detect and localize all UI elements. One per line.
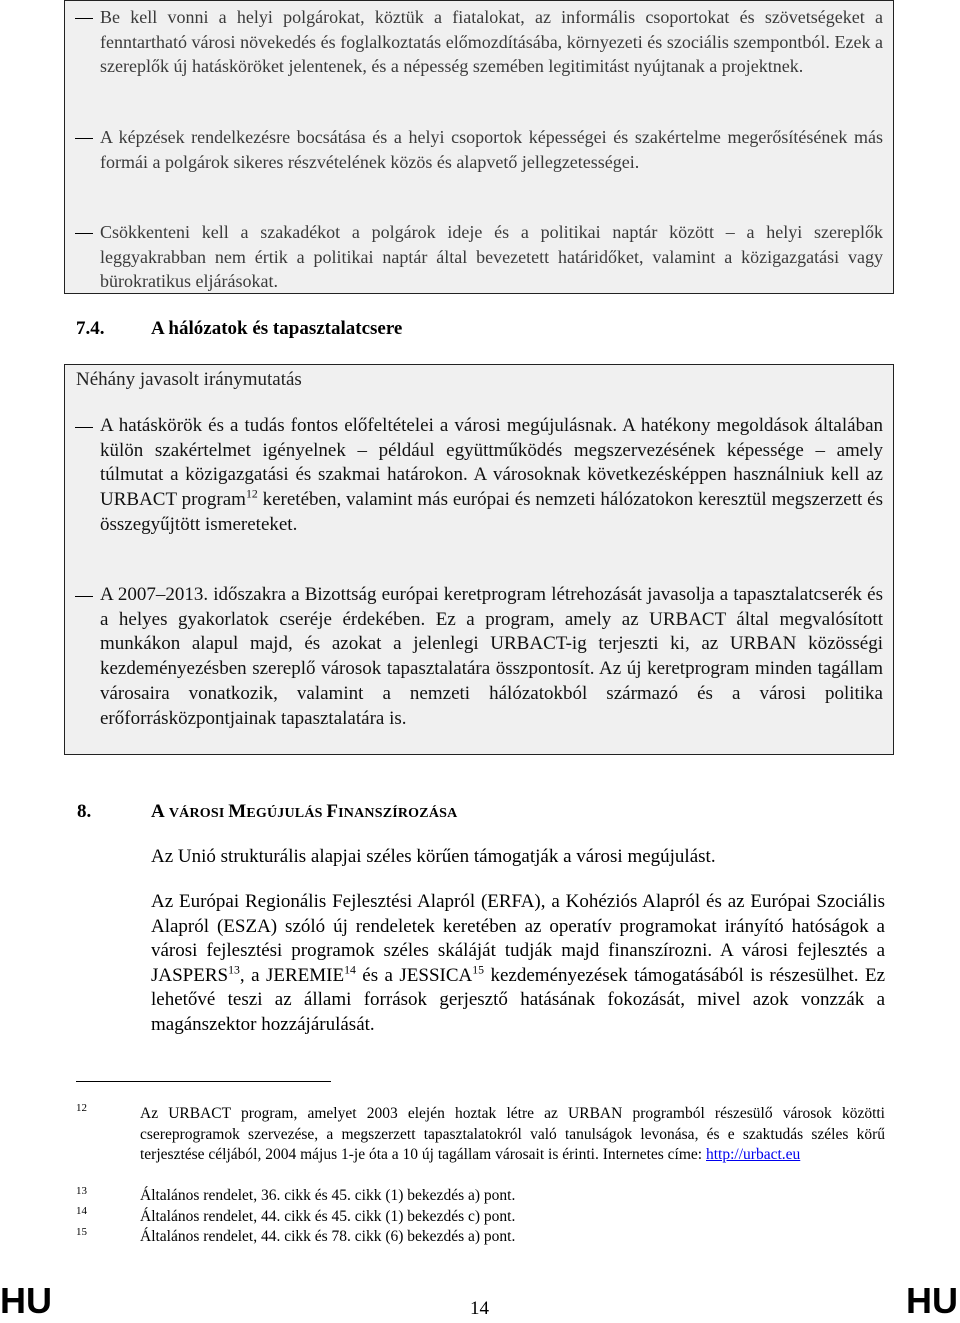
list-item-text: Be kell vonni a helyi polgárokat, köztük a fiatalokat, az informális csoportokat és szövetségeket a fenntartható városi növekedés és foglalkoztatás előmozdításába, környezeti és szociális szempontból. Ezek a szereplők új hatásköröket jelentenek, és a népesség szemében legitimitást nyújtanak a projektnek.: [100, 7, 883, 76]
list-item-text: A 2007–2013. időszakra a Bizottság európai keretprogram létrehozását javasolja a tapasztalatcserék és a helyes gyakorlatok cseréje érdekében. Ez a program, amely az URBACT által megvalósított munkákon alapul majd, és azokat a jelenlegi URBACT-ig terjeszti ki, az URBAN közösségi kezdeményezésben szereplő városok tapasztalatára összpontosít. Az új keretprogram minden tagállam városaira vonatkozik, valamint a nemzeti hálózatokból származó és a városi politika erőforrásközpontjainak tapasztalatára is.: [100, 584, 883, 729]
guideline-box-citizen-participation: [64, 0, 894, 294]
footnote-ref: 12: [245, 487, 258, 501]
section-number: 7.4.: [76, 318, 105, 339]
footnote-number: 14: [76, 1205, 87, 1217]
list-item: [75, 5, 883, 79]
footnote-ref: 13: [228, 963, 240, 977]
footnote-ref: 15: [472, 963, 485, 977]
footnote-separator: [76, 1081, 331, 1082]
language-code-left: HU: [0, 1280, 52, 1321]
section-number: 8.: [77, 801, 92, 822]
footnote-ref: 14: [344, 963, 356, 977]
section-title: A VÁROSI MEGÚJULÁS FINANSZÍROZÁSA: [151, 801, 458, 822]
list-item: [75, 125, 883, 174]
list-item-text: A hatáskörök és a tudás fontos előfeltételei a városi megújulásnak. A hatékony megoldások általában külön szakértelmet igényelnek – például együttműködés megszervezésének képessége – amely túlmutat a közigazgatási és szakmai határokon. A városoknak következésképpen használniuk kell az URBACT program$^{12}$ keretében, valamint más európai és nemzeti hálózatokon keresztül megszerzett és összegyűjtött ismereteket.: [100, 415, 883, 535]
list-item-text: Csökkenteni kell a szakadékot a polgárok ideje és a politikai naptár között – a helyi szereplők leggyakrabban nem értik a politikai naptár által bevezetett határidőket, valamint a közigazgatási vagy bürokratikus eljárásokat.: [100, 222, 883, 291]
language-code-right: HU: [906, 1280, 958, 1321]
body-paragraph: Az Európai Regionális Fejlesztési Alapról (ERFA), a Kohéziós Alapról és az Európai Szociális Alapról (ESZA) szóló új rendeletek keretében az operatív programokat irányító hatóságok a városi fejlesztési programok széles skáláját tudják majd finanszírozni. A városi fejlesztés a JASPERS$^{13}$, a JEREMIE$^{14}$ és a JESSICA$^{15}$ kezdeményezések támogatásából is részesülhet. Ez lehetővé teszi az állami források gerjesztő hatásának fokozását, mivel azok vonzzák a magánszektor hozzájárulását.: [151, 891, 886, 1035]
page-number: 14: [470, 1298, 489, 1319]
urbact-link[interactable]: http://urbact.eu: [706, 1146, 801, 1164]
list-item: [75, 583, 883, 731]
footnote-number: 12: [76, 1102, 87, 1114]
list-item: [75, 414, 883, 538]
dash-bullet: [75, 427, 93, 428]
guideline-box-networks: [64, 364, 894, 755]
section-title: A hálózatok és tapasztalatcsere: [151, 318, 403, 339]
dash-bullet: [75, 233, 93, 234]
body-paragraph: Az Unió strukturális alapjai széles körűen támogatják a városi megújulást.: [151, 846, 716, 867]
box-heading: Néhány javasolt iránymutatás: [76, 369, 302, 390]
dash-bullet: [75, 138, 93, 139]
dash-bullet: [75, 596, 93, 597]
footnote-text: Általános rendelet, 44. cikk és 78. cikk (6) bekezdés a) pont.: [140, 1228, 516, 1245]
footnote-number: 15: [76, 1226, 87, 1238]
list-item: [75, 220, 883, 294]
footnote-text: Általános rendelet, 44. cikk és 45. cikk (1) bekezdés c) pont.: [140, 1208, 516, 1225]
dash-bullet: [75, 18, 93, 19]
list-item-text: A képzések rendelkezésre bocsátása és a helyi csoportok képességei és szakértelme megerősítésének más formái a polgárok sikeres részvételének közös és alapvető jellegzetességei.: [100, 127, 883, 172]
footnote-number: 13: [76, 1185, 87, 1197]
footnote-text: Az URBACT program, amelyet 2003 elején hoztak létre az URBAN programból részesülő városok közötti csereprogramok szervezése, a megszerzett tapasztalatokról való tanulságok levonása, és e szaktudás széles körű terjesztése céljából, 2004 május 1-je óta a 10 új tagállam városait is érinti. Internetes címe: http://urbact.eu: [140, 1105, 885, 1164]
footnote-text: Általános rendelet, 36. cikk és 45. cikk (1) bekezdés a) pont.: [140, 1187, 516, 1204]
